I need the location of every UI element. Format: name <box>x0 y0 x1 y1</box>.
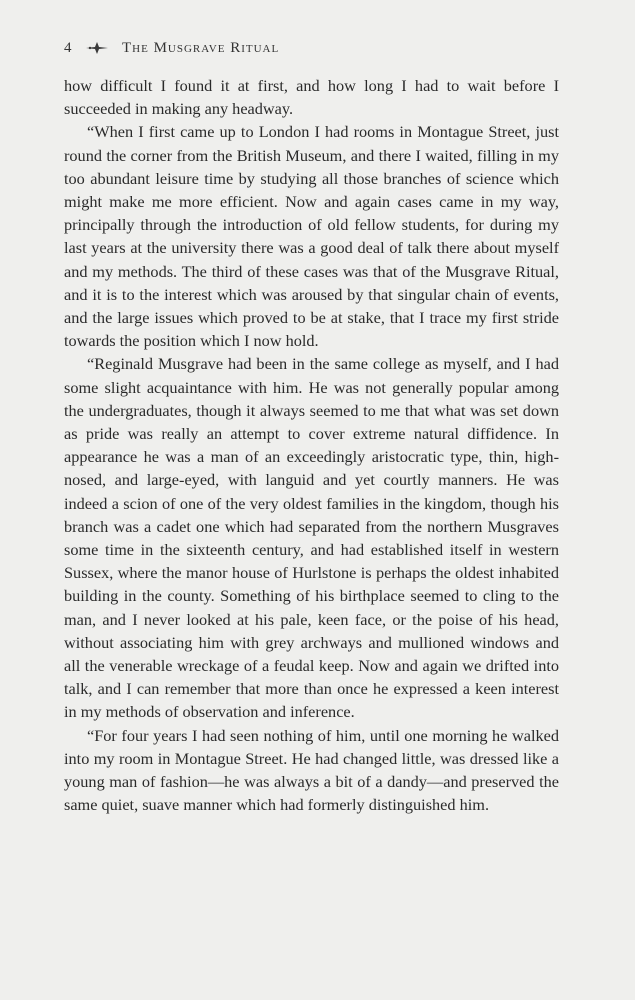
paragraph: “When I first came up to London I had rooms in Montague Street, just round the corner from the British Museum, and there I waited, filling in my too abundant leisure time by studying all those branches of science which might make me more efficient. Now and again cases came in my way, principally through the introduction of old fellow students, for during my last years at the university there was a good deal of talk there about myself and my methods. The third of these cases was that of the Musgrave Ritual, and it is to the interest which was aroused by that singular chain of events, and the large issues which proved to be at stake, that I trace my first stride towards the position which I now hold. <box>64 122 559 351</box>
body-text <box>64 74 559 817</box>
paragraph: “Reginald Musgrave had been in the same college as myself, and I had some slight acquaintance with him. He was not generally popular among the undergraduates, though it always seemed to me that what was set down as pride was really an attempt to cover extreme natural diffidence. In appearance he was a man of an exceedingly aristocratic type, thin, high-nosed, and large-eyed, with languid and yet courtly manners. He was indeed a scion of one of the very oldest families in the kingdom, though his branch was a cadet one which had separated from the northern Musgraves some time in the sixteenth century, and had established itself in western Sussex, where the manor house of Hurlstone is perhaps the oldest inhabited building in the county. Something of his birthplace seemed to cling to the man, and I never looked at his pale, keen face, or the poise of his head, without associating him with grey archways and mullioned windows and all the venerable wreckage of a feudal keep. Now and again we drifted into talk, and I can remember that more than once he expressed a keen interest in my methods of observation and inference. <box>64 354 559 722</box>
page-number: 4 <box>64 39 72 56</box>
running-title: The Musgrave Ritual <box>122 39 280 56</box>
fleuron-icon <box>86 41 108 55</box>
paragraph: “For four years I had seen nothing of him, until one morning he walked into my room in Montague Street. He had changed little, was dressed like a young man of fashion—he was always a bit of a dandy—and preserved the same quiet, suave manner which had formerly distinguished him. <box>64 725 559 815</box>
paragraph-continued: how difficult I found it at first, and how long I had to wait before I succeeded in making any headway. <box>64 76 559 119</box>
running-head <box>64 38 279 58</box>
